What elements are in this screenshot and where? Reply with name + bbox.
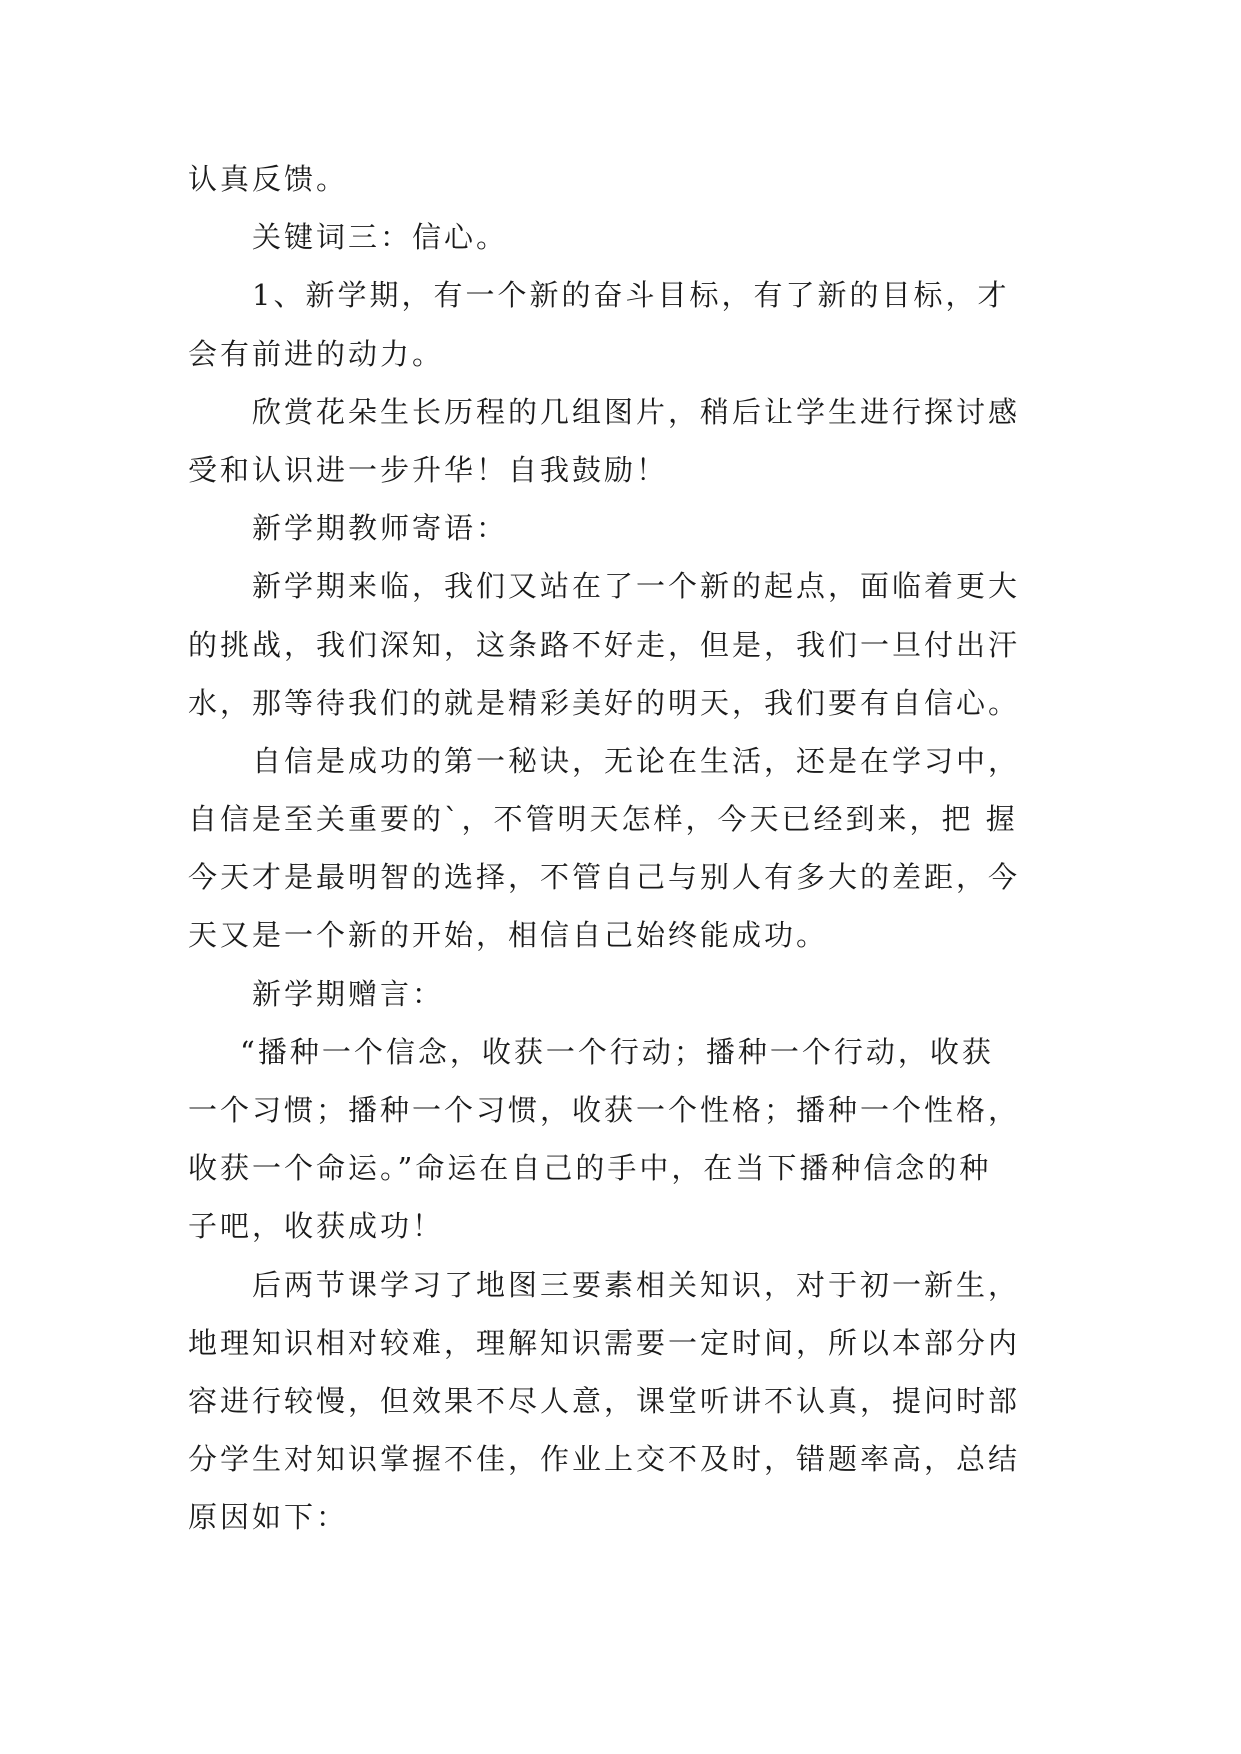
text-line: 新学期赠言： [252, 976, 445, 1011]
text-line: 自信是至关重要的`，不管明天怎样，今天已经到来，把 握 [188, 802, 1018, 837]
text-line: 天又是一个新的开始，相信自己始终能成功。 [188, 918, 829, 953]
text-line: 一个习惯；播种一个习惯，收获一个性格；播种一个性格， [188, 1093, 1021, 1127]
text-line: 的挑战，我们深知，这条路不好走，但是，我们一旦付出汗 [188, 627, 1021, 662]
text-line: 关键词三：信心。 [252, 220, 509, 255]
text-line: 地理知识相对较难，理解知识需要一定时间，所以本部分内 [188, 1325, 1021, 1360]
text-line: 自信是成功的第一秘诀，无论在生活，还是在学习中， [252, 743, 1021, 778]
text-line: 新学期来临，我们又站在了一个新的起点，面临着更大 [252, 569, 1021, 604]
text-line: 收获一个命运。”命运在自己的手中，在当下播种信念的种 [188, 1151, 992, 1186]
text-line: 受和认识进一步升华！自我鼓励！ [188, 452, 669, 487]
text-line: 1、新学期，有一个新的奋斗目标，有了新的目标，才 [252, 278, 1010, 313]
text-line: “播种一个信念，收获一个行动；播种一个行动，收获 [240, 1034, 994, 1069]
document-body [188, 150, 1068, 1547]
text-line: 认真反馈。 [188, 162, 349, 196]
text-line: 欣赏花朵生长历程的几组图片，稍后让学生进行探讨感 [252, 394, 1021, 429]
text-line: 新学期教师寄语： [252, 511, 509, 546]
text-line: 原因如下： [188, 1500, 349, 1535]
text-line: 会有前进的动力。 [188, 336, 445, 371]
text-line: 水，那等待我们的就是精彩美好的明天，我们要有自信心。 [188, 685, 1021, 720]
text-line: 分学生对知识掌握不佳，作业上交不及时，错题率高，总结 [188, 1442, 1021, 1477]
text-line: 后两节课学习了地图三要素相关知识，对于初一新生， [252, 1267, 1021, 1302]
text-line: 容进行较慢，但效果不尽人意，课堂听讲不认真，提问时部 [188, 1383, 1021, 1418]
text-line: 今天才是最明智的选择，不管自己与别人有多大的差距，今 [188, 860, 1021, 895]
text-line: 子吧，收获成功！ [188, 1209, 445, 1244]
